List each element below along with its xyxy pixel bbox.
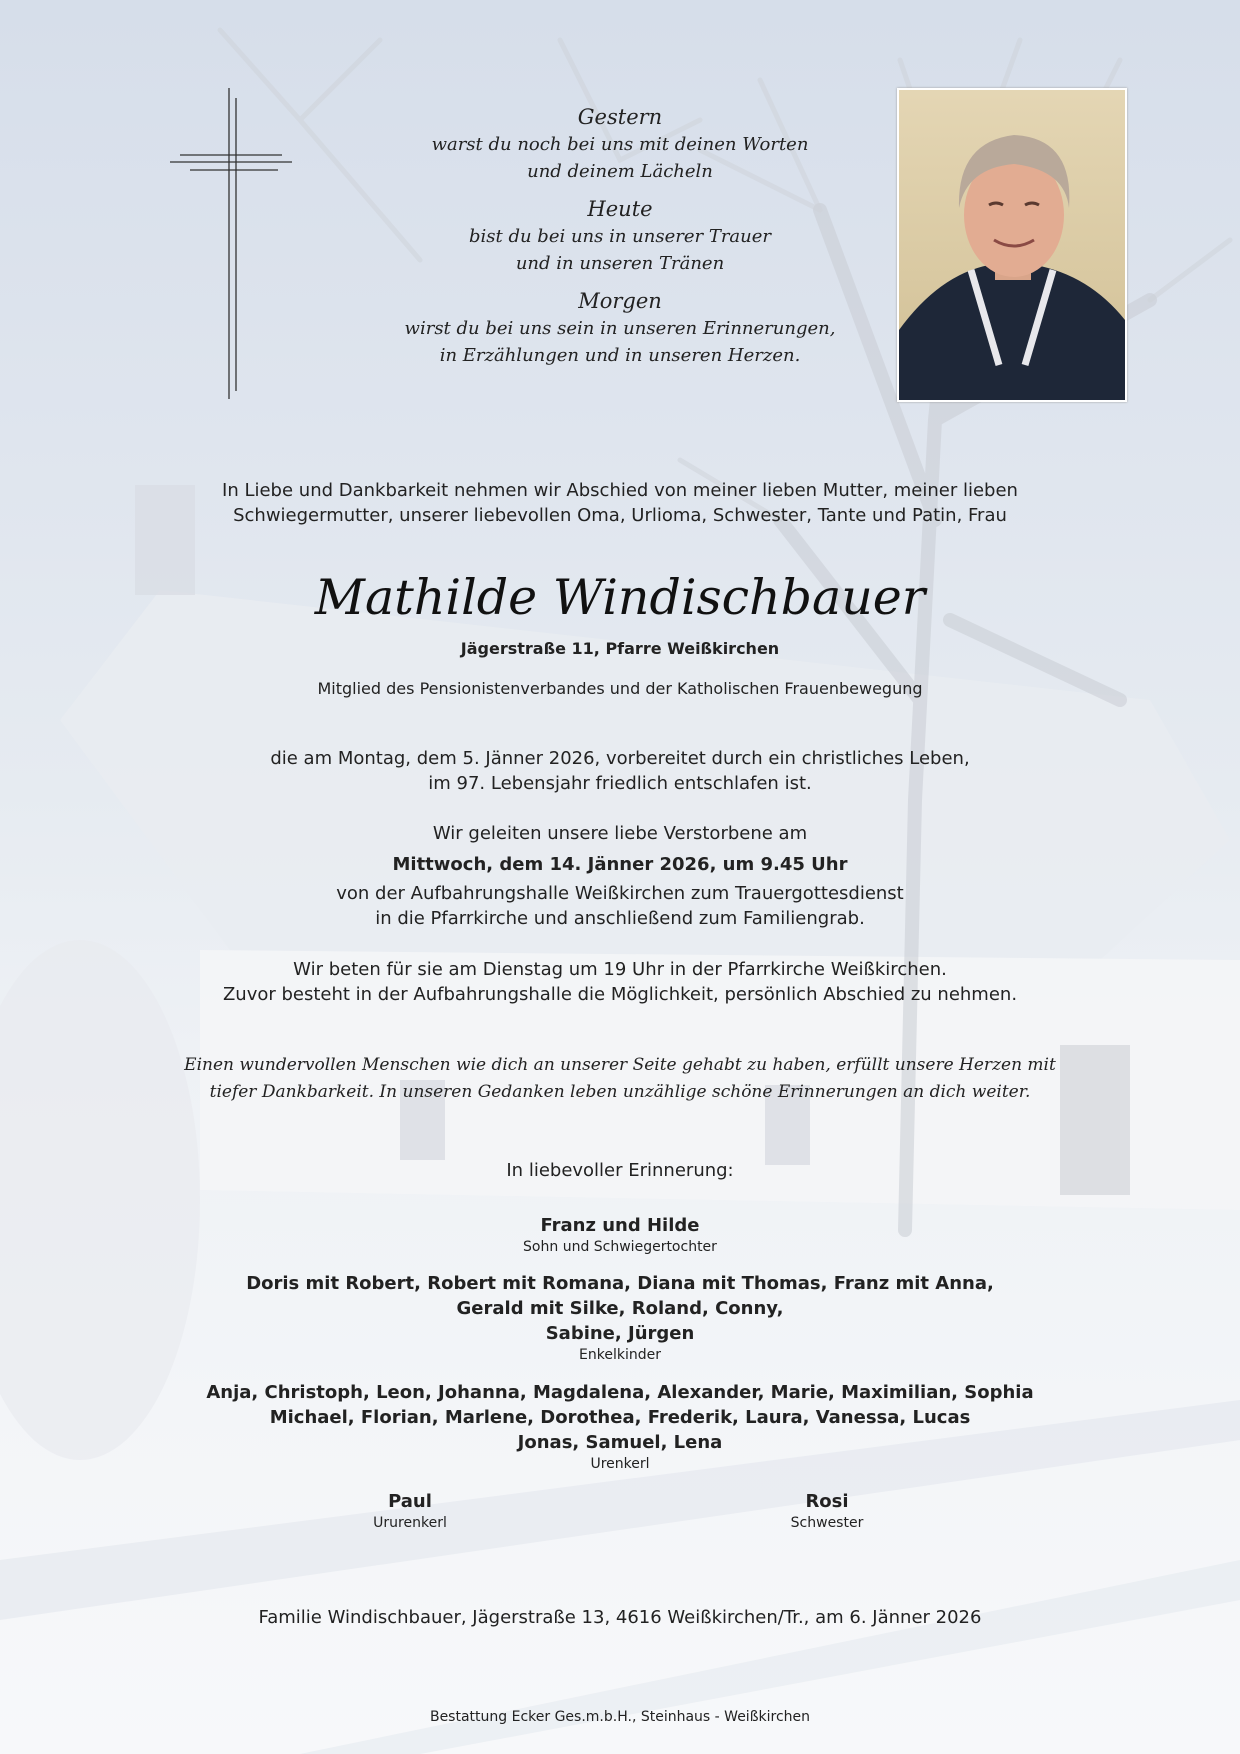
mourner-names: Doris mit Robert, Robert mit Romana, Diana mit Thomas, Franz mit Anna, — [246, 1273, 994, 1294]
deceased-address: Jägerstraße 11, Pfarre Weißkirchen — [460, 639, 780, 658]
mourner-group-great-grandchildren — [0, 1380, 1240, 1474]
jacket — [899, 265, 1125, 400]
mourner-names: Paul — [388, 1491, 432, 1512]
funeral-intro: Wir geleiten unsere liebe Verstorbene am — [432, 823, 808, 844]
mourner-relation: Enkelkinder — [579, 1347, 661, 1363]
funeral-line: von der Aufbahrungshalle Weißkirchen zum Trauergottesdienst — [336, 883, 904, 904]
poem-line: und in unseren Tränen — [515, 253, 725, 274]
prayer-line: Wir beten für sie am Dienstag um 19 Uhr in der Pfarrkirche Weißkirchen. — [293, 959, 947, 980]
intro-line: Schwiegermutter, unserer liebevollen Oma, Urlioma, Schwester, Tante und Patin, Frau — [233, 505, 1007, 526]
poem-heading: Gestern — [577, 105, 663, 129]
poem — [370, 103, 870, 369]
mourner-relation: Ururenkerl — [373, 1515, 447, 1531]
mourner-names: Anja, Christoph, Leon, Johanna, Magdalena, Alexander, Marie, Maximilian, Sophia — [206, 1382, 1034, 1403]
quote — [0, 1052, 1240, 1106]
mourner-names: Jonas, Samuel, Lena — [517, 1432, 723, 1453]
poem-line: wirst du bei uns sein in unseren Erinnerungen, — [404, 318, 836, 339]
intro — [0, 478, 1240, 528]
quote-line: tiefer Dankbarkeit. In unseren Gedanken leben unzählige schöne Erinnerungen an dich weiter. — [209, 1082, 1031, 1102]
funeral-info — [0, 821, 1240, 931]
poem-stanza-gestern — [370, 103, 870, 185]
family-line: Familie Windischbauer, Jägerstraße 13, 4616 Weißkirchen/Tr., am 6. Jänner 2026 — [258, 1607, 982, 1628]
funeral-date: Mittwoch, dem 14. Jänner 2026, um 9.45 Uhr — [392, 854, 848, 875]
mourner-names: Sabine, Jürgen — [545, 1323, 695, 1344]
mourner-great-great-grandchild — [310, 1489, 510, 1533]
mourner-relation: Sohn und Schwiegertochter — [523, 1239, 717, 1255]
portrait-photo — [897, 88, 1127, 402]
mourner-group-grandchildren — [0, 1271, 1240, 1365]
funeral-line: in die Pfarrkirche und anschließend zum Familiengrab. — [375, 908, 865, 929]
mourner-names: Franz und Hilde — [540, 1215, 700, 1236]
mourner-group-son — [0, 1213, 1240, 1257]
deceased-membership: Mitglied des Pensionistenverbandes und der Katholischen Frauenbewegung — [317, 679, 923, 698]
poem-stanza-morgen — [370, 287, 870, 369]
deceased-name: Mathilde Windischbauer — [314, 569, 926, 626]
mourner-sister — [727, 1489, 927, 1533]
poem-line: bist du bei uns in unserer Trauer — [468, 226, 772, 247]
mourner-names: Gerald mit Silke, Roland, Conny, — [456, 1298, 784, 1319]
cross-icon — [168, 86, 298, 401]
poem-line: in Erzählungen und in unseren Herzen. — [439, 345, 801, 366]
mourner-names: Michael, Florian, Marlene, Dorothea, Frederik, Laura, Vanessa, Lucas — [269, 1407, 971, 1428]
death-notice — [0, 746, 1240, 796]
poem-stanza-heute — [370, 195, 870, 277]
death-line: im 97. Lebensjahr friedlich entschlafen ist. — [428, 773, 812, 794]
undertaker: Bestattung Ecker Ges.m.b.H., Steinhaus - Weißkirchen — [429, 1709, 811, 1725]
prayer-info — [0, 957, 1240, 1007]
poem-line: und deinem Lächeln — [527, 161, 713, 182]
intro-line: In Liebe und Dankbarkeit nehmen wir Abschied von meiner lieben Mutter, meiner lieben — [222, 480, 1018, 501]
portrait-figure — [899, 90, 1125, 400]
prayer-line: Zuvor besteht in der Aufbahrungshalle die Möglichkeit, persönlich Abschied zu nehmen. — [222, 984, 1018, 1005]
quote-line: Einen wundervollen Menschen wie dich an unserer Seite gehabt zu haben, erfüllt unsere Herzen mit — [184, 1055, 1056, 1075]
mourner-names: Rosi — [805, 1491, 849, 1512]
poem-heading: Heute — [587, 197, 653, 221]
mourners-heading: In liebevoller Erinnerung: — [506, 1160, 734, 1181]
death-line: die am Montag, dem 5. Jänner 2026, vorbereitet durch ein christliches Leben, — [270, 748, 970, 769]
poem-heading: Morgen — [578, 289, 662, 313]
mourner-relation: Schwester — [790, 1515, 864, 1531]
mourner-relation: Urenkerl — [590, 1456, 650, 1472]
poem-line: warst du noch bei uns mit deinen Worten — [431, 134, 809, 155]
